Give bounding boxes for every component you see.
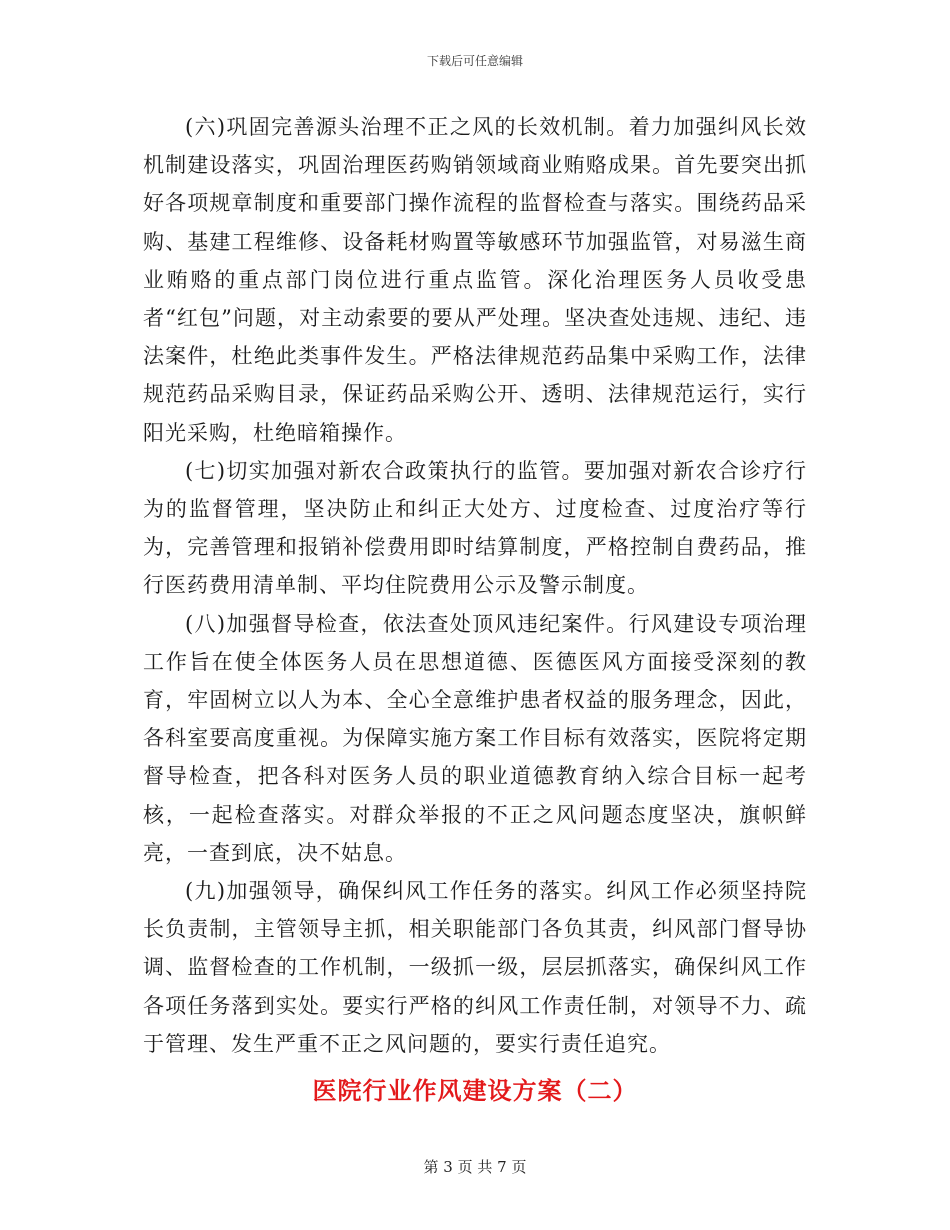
document-body	[143, 108, 807, 1111]
paragraph-8: (八)加强督导检查，依法查处顶风违纪案件。行风建设专项治理工作旨在使全体医务人员在思想道德、医德医风方面接受深刻的教育，牢固树立以人为本、全心全意维护患者权益的服务理念，因此，各科室要高度重视。为保障实施方案工作目标有效落实，医院将定期督导检查，把各科对医务人员的职业道德教育纳入综合目标一起考核，一起检查落实。对群众举报的不正之风问题态度坚决，旗帜鲜亮，一查到底，决不姑息。	[143, 611, 807, 865]
header-note: 下载后可任意编辑	[426, 54, 523, 68]
paragraph-7: (七)切实加强对新农合政策执行的监管。要加强对新农合诊疗行为的监督管理，坚决防止和纠正大处方、过度检查、过度治疗等行为，完善管理和报销补偿费用即时结算制度，严格控制自费药品，推行医药费用清单制、平均住院费用公示及警示制度。	[143, 458, 807, 598]
paragraph-6: (六)巩固完善源头治理不正之风的长效机制。着力加强纠风长效机制建设落实，巩固治理医药购销领域商业贿赂成果。首先要突出抓好各项规章制度和重要部门操作流程的监督检查与落实。围绕药品采购、基建工程维修、设备耗材购置等敏感环节加强监管，对易滋生商业贿赂的重点部门岗位进行重点监管。深化治理医务人员收受患者“红包”问题，对主动索要的要从严处理。坚决查处违规、违纪、违法案件，杜绝此类事件发生。严格法律规范药品集中采购工作，法律规范药品采购目录，保证药品采购公开、透明、法律规范运行，实行阳光采购，杜绝暗箱操作。	[143, 115, 807, 445]
paragraph-9: (九)加强领导，确保纠风工作任务的落实。纠风工作必须坚持院长负责制，主管领导主抓，相关职能部门各负其责，纠风部门督导协调、监督检查的工作机制，一级抓一级，层层抓落实，确保纠风工作各项任务落到实处。要实行严格的纠风工作责任制，对领导不力、疏于管理、发生严重不正之风问题的，要实行责任追究。	[143, 879, 807, 1056]
section-title: 医院行业作风建设方案（二）	[312, 1076, 638, 1106]
page-number: 第 3 页 共 7 页	[423, 1158, 527, 1176]
